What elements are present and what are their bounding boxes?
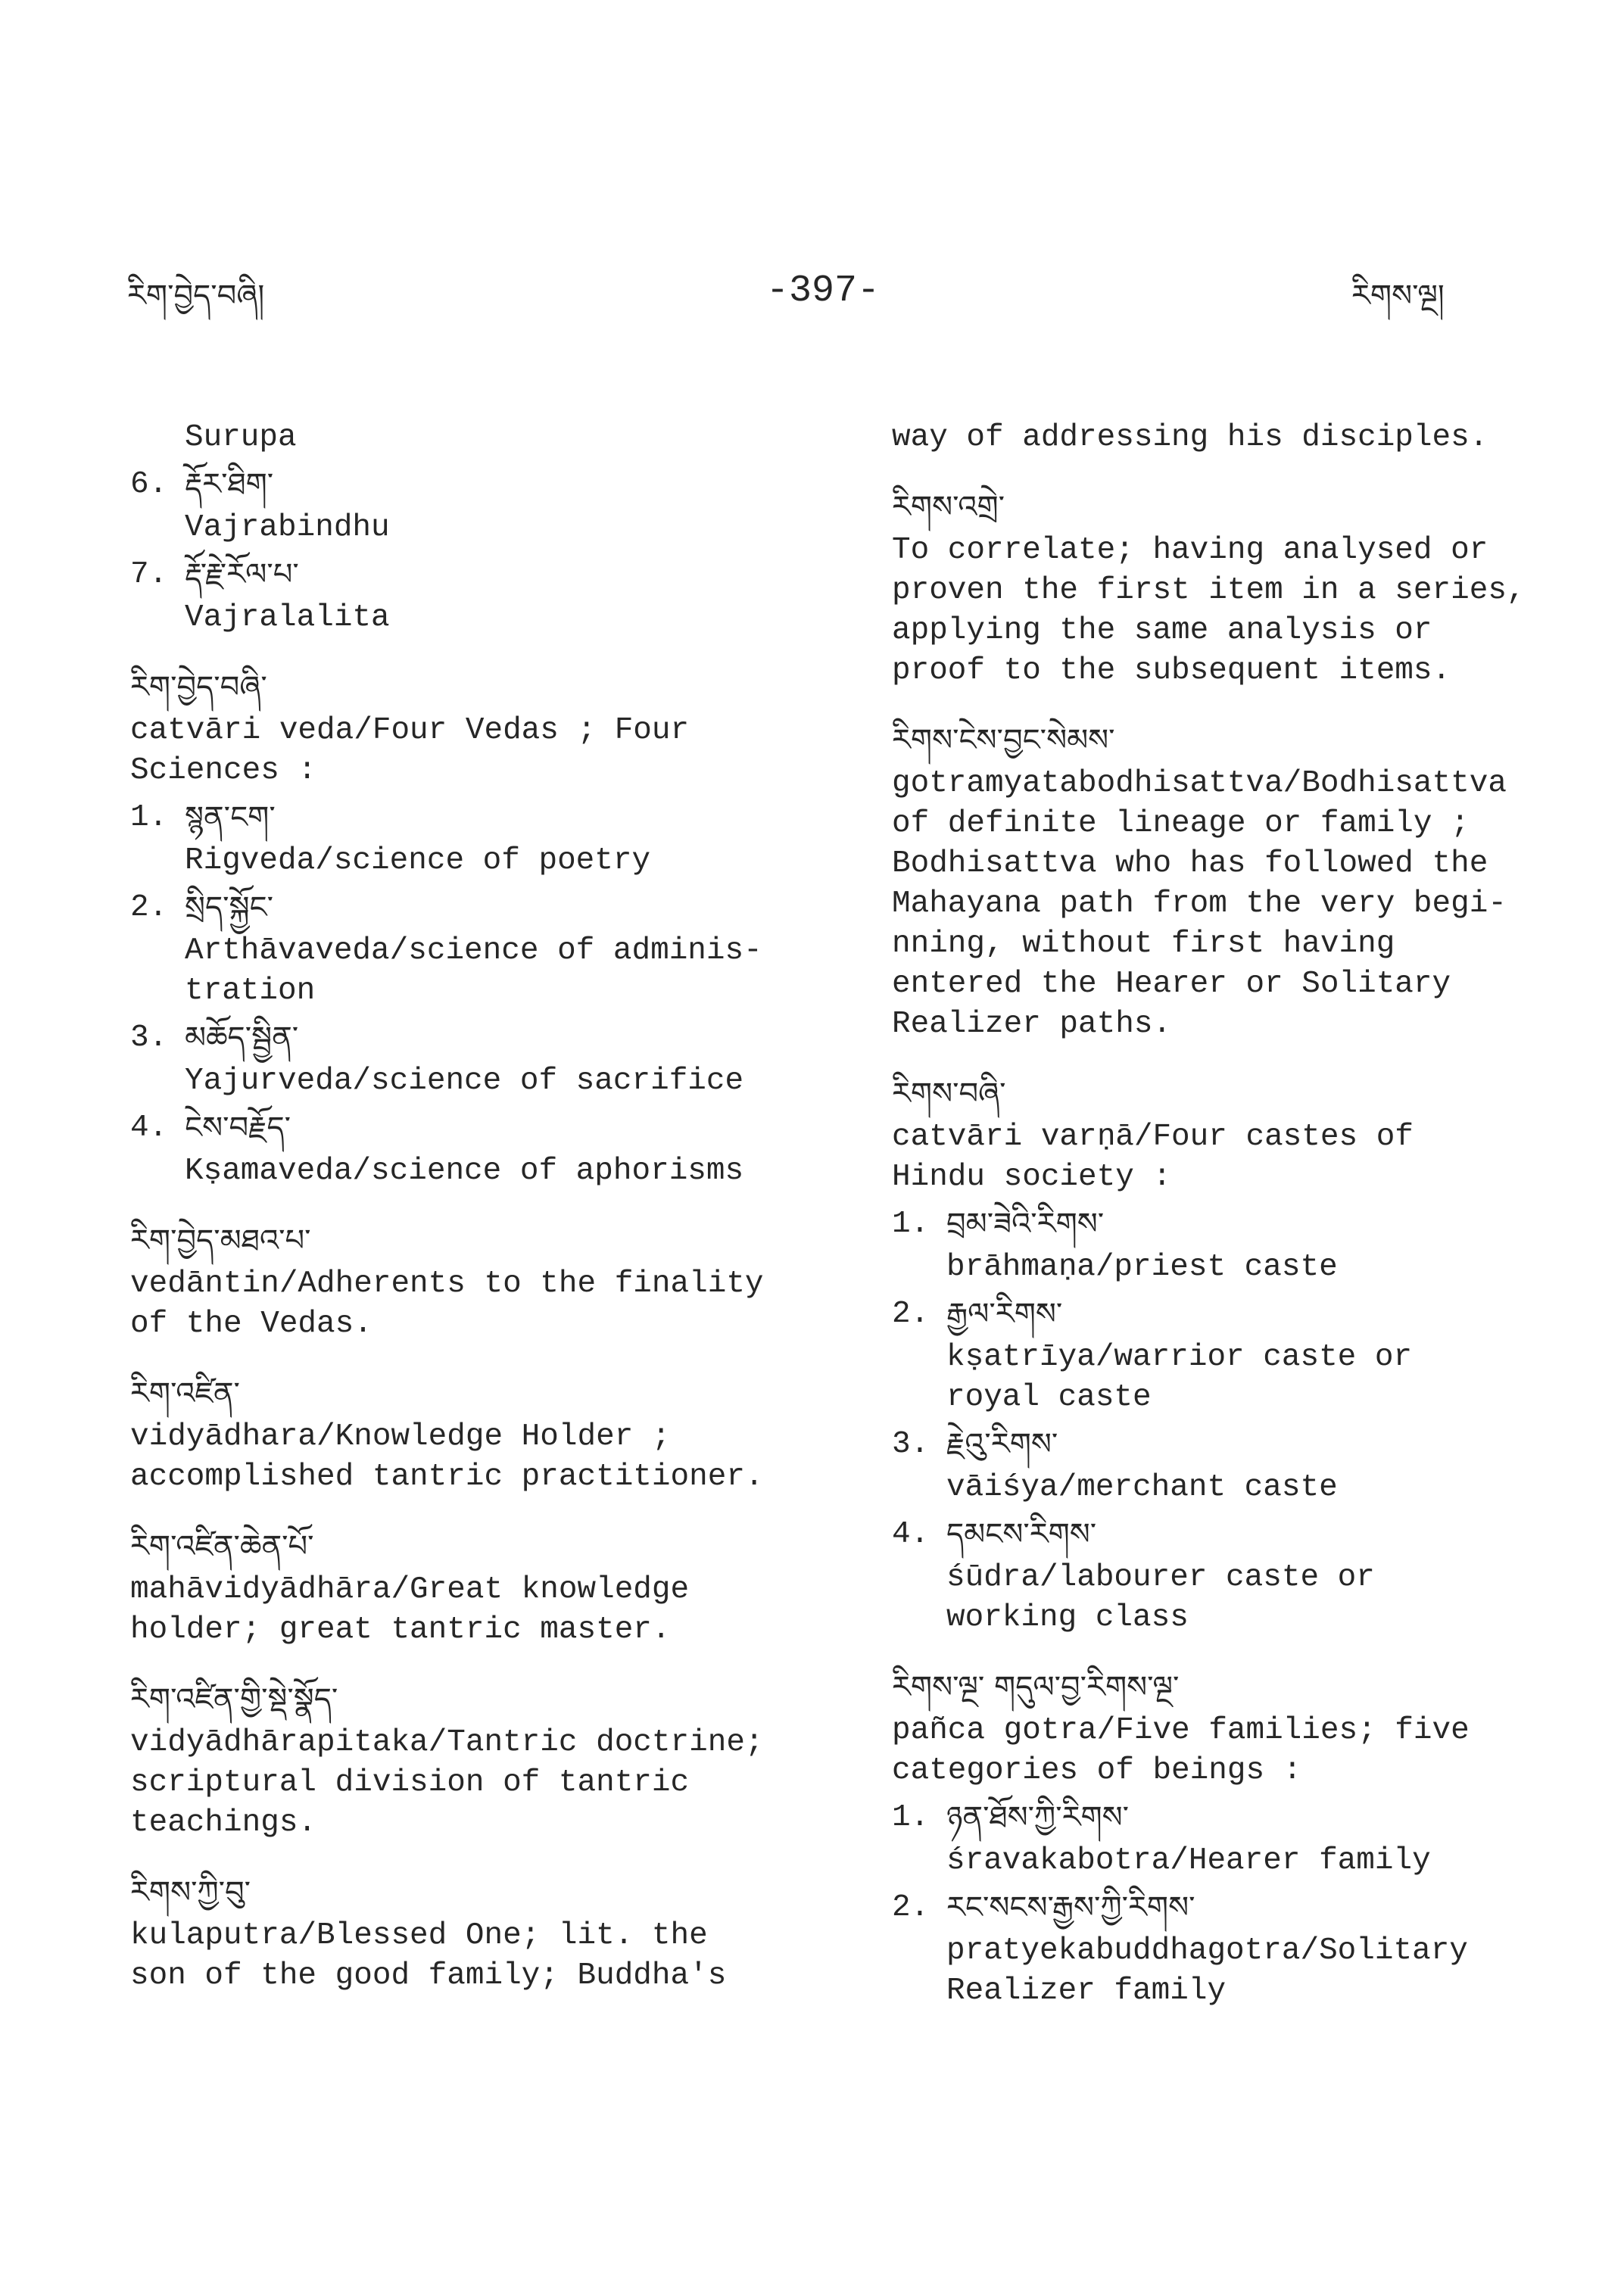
list-item-text: Rigveda/science of poetry — [185, 843, 651, 878]
dictionary-entry — [892, 1664, 1573, 2011]
headword: རིག་བྱེད་མཐའ་པ་ — [130, 1223, 311, 1258]
headword: རིགས་ངེས་བྱང་སེམས་ — [892, 723, 1115, 758]
list-number: 1. — [130, 800, 168, 835]
list-item — [892, 1794, 1573, 1881]
definition: mahāvidyādhāra/Great knowledge holder; great tantric master. — [130, 1572, 690, 1647]
list-number: 1. — [892, 1800, 930, 1835]
list-item — [130, 551, 812, 638]
tibetan-term: མཆོད་སྦྱིན་ — [185, 1020, 299, 1055]
list-item-text: Surupa — [185, 420, 297, 455]
list-number: 6. — [130, 467, 168, 502]
dictionary-entry — [130, 664, 812, 1192]
tibetan-term: རྗེའུ་རིགས་ — [946, 1427, 1058, 1462]
dictionary-entry — [130, 1869, 812, 1996]
headword: རིགས་ཀྱི་བུ་ — [130, 1875, 251, 1910]
dictionary-entry — [130, 1217, 812, 1344]
list-item — [892, 1511, 1573, 1638]
list-item-text: kṣatrīya/warrior caste or royal caste — [946, 1340, 1413, 1415]
headword: རིག་བྱེད་བཞི་ — [130, 670, 267, 705]
running-head-left: རིག་བྱེད་བཞི། — [127, 279, 265, 313]
list-item — [130, 884, 812, 1011]
list-number: 7. — [130, 557, 168, 592]
dictionary-entry — [130, 1370, 812, 1497]
tibetan-term: བྲམ་ཟེའི་རིགས་ — [946, 1207, 1105, 1242]
definition: catvāri varṇā/Four castes of Hindu society : — [892, 1120, 1414, 1195]
list-item — [130, 794, 812, 881]
definition: gotramyatabodhisattva/Bodhisattva of definite lineage or family ; Bodhisattva who has followed the Mahayana path from the very begi- nning, without first having entered the Hearer or Solitary Realizer paths. — [892, 766, 1507, 1042]
list-item-text: brāhmaṇa/priest caste — [946, 1250, 1338, 1285]
list-item — [130, 1104, 812, 1192]
definition: vidyādhara/Knowledge Holder ; accomplished tantric practitioner. — [130, 1419, 764, 1494]
tibetan-term: ཉན་ཐོས་ཀྱི་རིགས་ — [946, 1800, 1130, 1835]
list-item-text: pratyekabuddhagotra/Solitary Realizer family — [946, 1933, 1468, 2008]
list-item-text: śravakabotra/Hearer family — [946, 1843, 1431, 1878]
tibetan-term: རྡོ་རྗེ་རོལ་པ་ — [185, 557, 299, 592]
list-number: 2. — [130, 890, 168, 925]
tibetan-term: སྙན་ངག་ — [185, 800, 276, 835]
list-item — [130, 461, 812, 548]
tibetan-term: ངེས་བརྗོད་ — [185, 1111, 291, 1145]
definition: vedāntin/Adherents to the finality of the Vedas. — [130, 1266, 764, 1341]
list-number: 3. — [892, 1427, 930, 1462]
list-item — [892, 1884, 1573, 2011]
headword: རིགས་ལྔ་ གདུལ་བྱ་རིགས་ལྔ་ — [892, 1670, 1180, 1705]
definition: kulaputra/Blessed One; lit. the son of the good family; Buddha's — [130, 1918, 727, 1993]
headword: རིགས་འགྲེ་ — [892, 490, 1005, 525]
page-number: -397- — [766, 269, 881, 313]
tibetan-term: རྡོར་ཐིག་ — [185, 467, 274, 502]
list-item-text: Kṣamaveda/science of aphorisms — [185, 1154, 744, 1189]
list-number: 4. — [130, 1111, 168, 1145]
list-item — [892, 1201, 1573, 1288]
list-item-text: Arthāvaveda/science of adminis- tration — [185, 933, 762, 1008]
headword: རིག་འཛིན་ — [130, 1376, 240, 1411]
definition: pañca gotra/Five families; five categories of beings : — [892, 1713, 1470, 1788]
list-number: 4. — [892, 1517, 930, 1552]
definition: catvāri veda/Four Vedas ; Four Sciences : — [130, 713, 690, 788]
list-number: 2. — [892, 1297, 930, 1332]
definition: vidyādhārapitaka/Tantric doctrine; scriptural division of tantric teachings. — [130, 1725, 764, 1840]
tibetan-term: རང་སངས་རྒྱས་ཀྱི་རིགས་ — [946, 1890, 1195, 1925]
dictionary-entry — [130, 1676, 812, 1843]
dictionary-entry — [892, 484, 1573, 691]
list-item-text: vāiśya/merchant caste — [946, 1470, 1338, 1505]
continued-list — [130, 418, 812, 638]
dictionary-entry — [892, 1070, 1573, 1638]
list-item — [892, 1291, 1573, 1418]
list-item-text: Yajurveda/science of sacrifice — [185, 1064, 744, 1098]
definition: To correlate; having analysed or proven the first item in a series, applying the same analysis or proof to the subsequent items. — [892, 533, 1526, 688]
headword: རིག་འཛིན་གྱི་སྡེ་སྣོད་ — [130, 1682, 338, 1717]
list-item — [130, 1014, 812, 1101]
list-number: 3. — [130, 1020, 168, 1055]
dictionary-entry — [892, 717, 1573, 1045]
list-item — [892, 1421, 1573, 1508]
running-head-right: རིགས་ལྔ། — [1351, 279, 1445, 313]
tibetan-term: རྒྱལ་རིགས་ — [946, 1297, 1063, 1332]
tibetan-term: དམངས་རིགས་ — [946, 1517, 1097, 1552]
right-column — [892, 418, 1573, 2037]
dictionary-entry — [130, 1523, 812, 1650]
list-item-text: Vajralalita — [185, 600, 390, 635]
list-number: 2. — [892, 1890, 930, 1925]
continued-definition: way of addressing his disciples. — [892, 420, 1488, 455]
tibetan-term: སྲིད་སྐྱོང་ — [185, 890, 274, 925]
left-column — [130, 418, 812, 2022]
headword: རིགས་བཞི་ — [892, 1076, 1006, 1111]
list-number: 1. — [892, 1207, 930, 1242]
list-item-text: śūdra/labourer caste or working class — [946, 1560, 1375, 1635]
headword: རིག་འཛིན་ཆེན་པོ་ — [130, 1529, 314, 1564]
list-item-text: Vajrabindhu — [185, 510, 390, 545]
